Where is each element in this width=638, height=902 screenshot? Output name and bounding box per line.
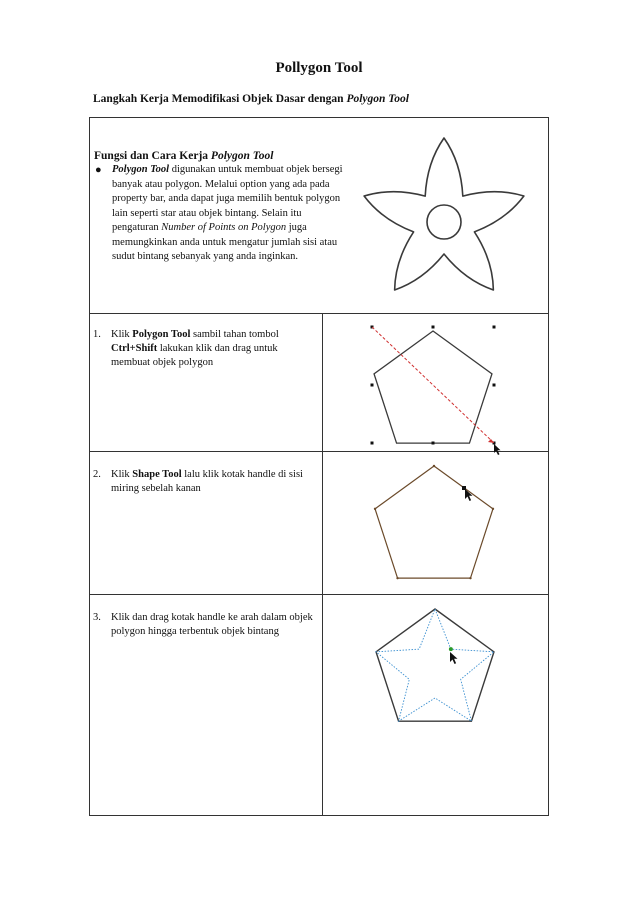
intro-heading-text: Fungsi dan Cara Kerja xyxy=(94,150,211,162)
node-point xyxy=(374,508,376,510)
step-number: 3. xyxy=(93,612,101,623)
text-segment: Polygon Tool xyxy=(132,329,191,340)
text-segment: Klik dan drag kotak handle ke arah dalam objek polygon hingga terbentuk objek bintang xyxy=(111,612,313,637)
node-point xyxy=(492,508,494,510)
handle-node xyxy=(449,647,453,651)
intro-heading-italic: Polygon Tool xyxy=(210,150,274,162)
step-number: 1. xyxy=(93,329,101,340)
drag-arrowhead xyxy=(488,439,494,443)
subtitle-italic: Polygon Tool xyxy=(346,93,409,105)
selection-handle xyxy=(371,442,374,445)
text-segment: digunakan untuk membuat objek bersegi banyak atau polygon. Melalui option yang ada pada property bar, anda dapat juga memilih bentuk polygon lain seperti star atau objek bintang. Selain itu pengaturan xyxy=(112,164,343,233)
text-segment: Ctrl+Shift xyxy=(111,343,158,354)
node-point xyxy=(433,465,435,467)
selection-handle xyxy=(493,326,496,329)
text-segment: Number of Points on Polygon xyxy=(161,222,287,233)
text-segment: juga memungkinkan anda untuk mengatur jumlah sisi atau sudut bintang sebanyak yang anda inginkan. xyxy=(112,222,338,262)
text-segment: lalu klik kotak handle di sisi miring sebelah kanan xyxy=(111,469,303,494)
page-title: Pollygon Tool xyxy=(275,60,363,76)
pentagon-shape xyxy=(374,331,492,443)
subtitle-text: Langkah Kerja Memodifikasi Objek Dasar dengan xyxy=(93,93,347,105)
step-number: 2. xyxy=(93,469,101,480)
selection-handle xyxy=(371,384,374,387)
guide-line xyxy=(435,609,461,679)
selection-handle xyxy=(432,442,435,445)
bullet-icon: ● xyxy=(95,164,102,176)
text-segment: lakukan klik dan drag untuk membuat objek polygon xyxy=(111,343,278,368)
text-segment: Polygon Tool xyxy=(112,164,170,175)
text-segment: Shape Tool xyxy=(132,469,182,480)
pentagon-shape xyxy=(376,609,494,721)
pentagon-shape xyxy=(375,466,493,578)
selection-handle xyxy=(493,384,496,387)
text-segment: Klik xyxy=(111,469,133,480)
text-segment: sambil tahan tombol xyxy=(190,329,279,340)
selection-handle xyxy=(432,326,435,329)
cursor-icon xyxy=(494,444,501,455)
text-segment: Klik xyxy=(111,329,133,340)
node-point xyxy=(396,577,398,579)
node-point xyxy=(469,577,471,579)
cursor-icon xyxy=(450,652,458,664)
